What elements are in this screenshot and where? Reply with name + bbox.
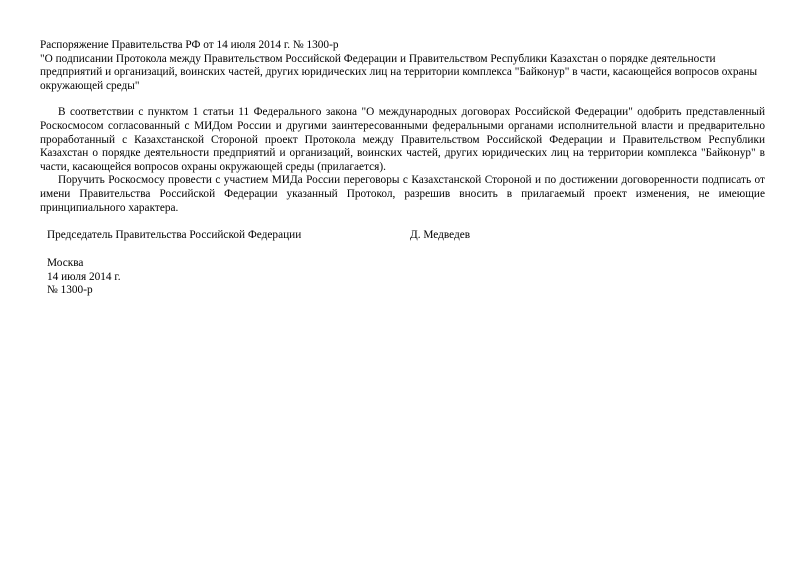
document-body (40, 106, 765, 215)
signatory-title: Председатель Правительства Российской Федерации (47, 229, 302, 242)
paragraph-instruction: Поручить Роскосмосу провести с участием МИДа России переговоры с Казахстанской Стороной и по достижении договоренности подписать от имени Правительства Российской Федерации указанный Протокол, разрешив вносить в прилагаемый проект изменения, не имеющие принципиального характера. (40, 174, 765, 214)
document-date: 14 июля 2014 г. (47, 270, 121, 283)
document-header: Распоряжение Правительства РФ от 14 июля 2014 г. № 1300-р (40, 39, 339, 51)
document-place: Москва (47, 257, 84, 270)
document-subject: "О подписании Протокола между Правительством Российской Федерации и Правительством Республики Казахстан о порядке деятельности предприятий и организаций, воинских частей, других юридических лиц на территории комплекса "Байконур" в части, касающейся вопросов охраны окружающей среды" (40, 52, 758, 92)
signatory-name: Д. Медведев (410, 229, 471, 242)
place-date-block (40, 257, 765, 298)
signature-block (40, 229, 765, 243)
document-number: № 1300-р (47, 284, 93, 297)
paragraph-approval: В соответствии с пунктом 1 статьи 11 Федерального закона "О международных договорах Российской Федерации" одобрить представленный Роскосмосом согласованный с МИДом России и другими заинтересованными федеральными органами исполнительной власти и предварительно проработанный с Казахстанской Стороной проект Протокола между Правительством Российской Федерации и Правительством Республики Казахстан о порядке деятельности предприятий и организаций, воинских частей, других юридических лиц на территории комплекса "Байконур" в части, касающейся вопросов охраны окружающей среды (прилагается). (40, 106, 765, 173)
document-page (40, 39, 765, 298)
